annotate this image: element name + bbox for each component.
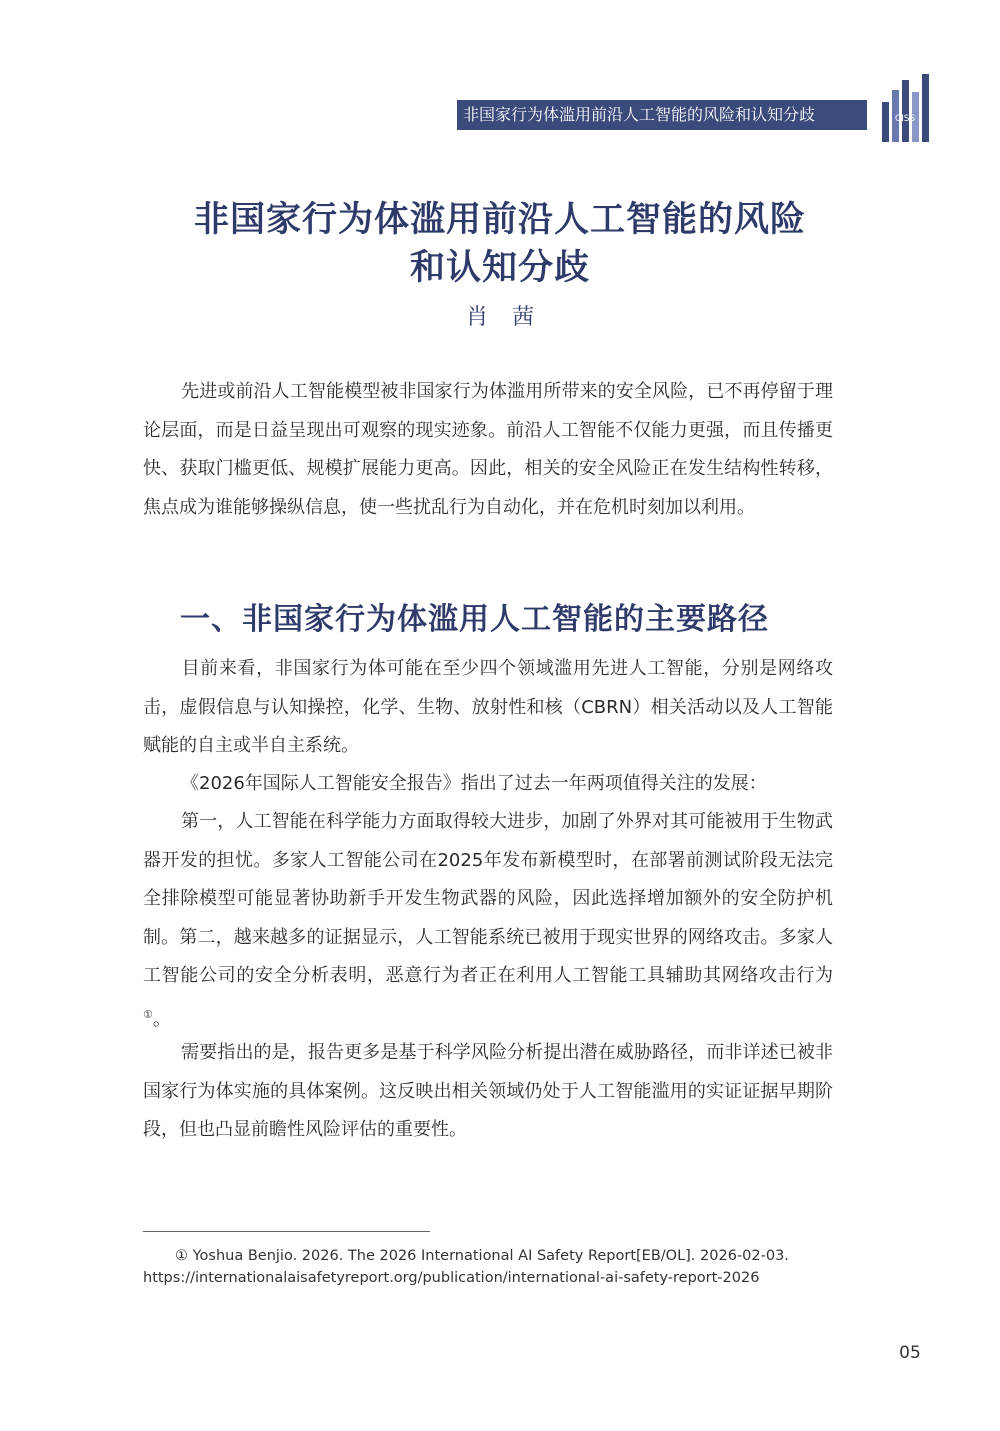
section-heading-1: 一、非国家行为体滥用人工智能的主要路径 <box>180 602 769 637</box>
body-paragraph-3 <box>143 765 833 804</box>
body-paragraph-5 <box>143 1034 833 1150</box>
footnote-url[interactable]: https://internationalaisafetyreport.org/publication/international-ai-safety-report-2026 <box>143 1270 760 1286</box>
running-header: 非国家行为体滥用前沿人工智能的风险和认知分歧 <box>457 100 867 130</box>
logo-text: CISS <box>894 114 916 124</box>
paragraph-text: 先进或前沿人工智能模型被非国家行为体滥用所带来的安全风险，已不再停留于理论层面，而是日益呈现出可观察的现实迹象。前沿人工智能不仅能力更强，而且传播更快、获取门槛更低、规模扩展能力更高。因此，相关的安全风险正在发生结构性转移，焦点成为谁能够操纵信息，使一些扰乱行为自动化，并在危机时刻加以利用。 <box>143 381 833 518</box>
body-paragraph-2 <box>143 650 833 766</box>
page-number: 05 <box>899 1343 921 1363</box>
paragraph-text: 《2026年国际人工智能安全报告》指出了过去一年两项值得关注的发展： <box>181 773 767 794</box>
footnote-reference[interactable]: ① <box>143 1007 153 1021</box>
footnote-citation: ① Yoshua Benjio. 2026. The 2026 International AI Safety Report[EB/OL]. 2026-02-03. <box>175 1248 789 1264</box>
paragraph-end: 。 <box>152 1008 171 1030</box>
article-title-line1: 非国家行为体滥用前沿人工智能的风险 <box>193 199 806 240</box>
body-paragraph-4 <box>143 803 833 1039</box>
author-name: 肖茜 <box>465 305 558 330</box>
paragraph-text: 需要指出的是，报告更多是基于科学风险分析提出潜在威胁路径，而非详述已被非国家行为体实施的具体案例。这反映出相关领域仍处于人工智能滥用的实证证据早期阶段，但也凸显前瞻性风险评估的重要性。 <box>143 1042 833 1140</box>
article-title-line2: 和认知分歧 <box>409 247 590 288</box>
body-paragraph-1 <box>143 373 833 527</box>
paragraph-text: 第一，人工智能在科学能力方面取得较大进步，加剧了外界对其可能被用于生物武器开发的担忧。多家人工智能公司在2025年发布新模型时，在部署前测试阶段无法完全排除模型可能显著协助新手开发生物武器的风险，因此选择增加额外的安全防护机制。第二，越来越多的证据显示，人工智能系统已被用于现实世界的网络攻击。多家人工智能公司的安全分析表明，恶意行为者正在利用人工智能工具辅助其网络攻击行为 <box>143 811 833 986</box>
footnote-divider <box>143 1231 430 1232</box>
ciss-logo <box>880 72 930 144</box>
paragraph-text: 目前来看，非国家行为体可能在至少四个领域滥用先进人工智能，分别是网络攻击，虚假信息与认知操控，化学、生物、放射性和核（CBRN）相关活动以及人工智能赋能的自主或半自主系统。 <box>143 658 833 756</box>
